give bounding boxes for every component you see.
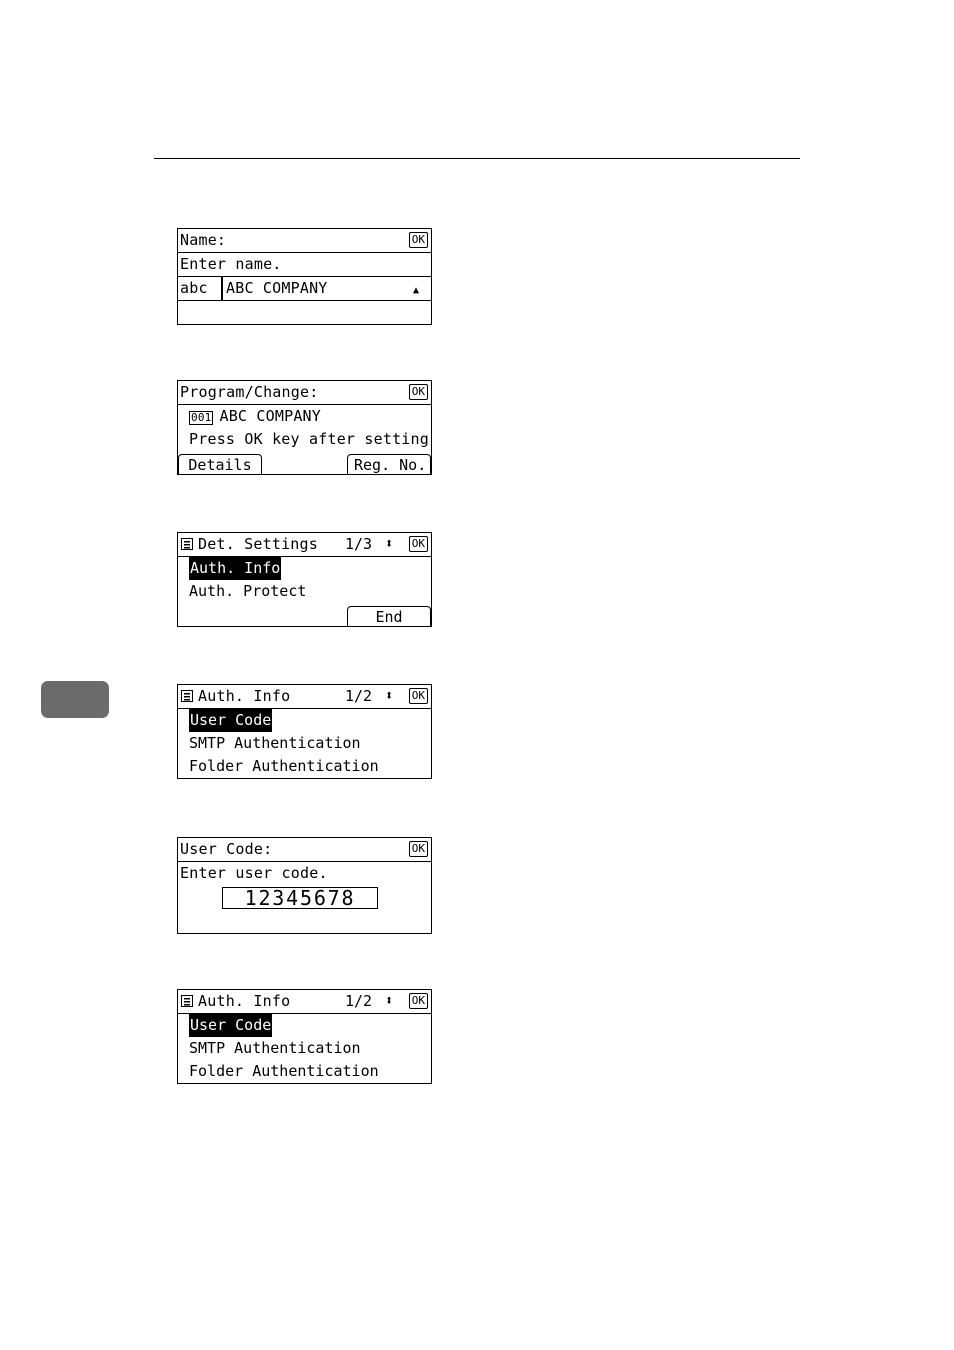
chapter-tab: [41, 681, 109, 718]
screen-title: Program/Change:: [180, 383, 319, 401]
menu-item-label: SMTP Authentication: [189, 734, 361, 752]
menu-item-user-code[interactable]: [178, 709, 431, 732]
softkey-row: [178, 451, 431, 474]
ok-key[interactable]: OK: [409, 232, 428, 248]
empty-row: [178, 301, 431, 324]
end-softkey[interactable]: End: [347, 606, 431, 626]
lcd-user-code-screen: [177, 837, 432, 934]
screen-title: Auth. Info: [198, 992, 291, 1010]
empty-row: [178, 911, 431, 933]
title-bar: [178, 838, 431, 862]
document-icon: [181, 995, 193, 1007]
lcd-auth-info-screen-2: [177, 989, 432, 1084]
input-row: [178, 277, 431, 301]
lcd-name-screen: [177, 228, 432, 325]
entry-name: ABC COMPANY: [219, 407, 322, 425]
menu-item-smtp-auth[interactable]: [178, 732, 431, 755]
prompt-row: [178, 253, 431, 277]
screen-title: User Code:: [180, 840, 273, 858]
screen-title: Det. Settings: [198, 535, 318, 553]
document-icon: [181, 538, 193, 550]
code-row: [178, 885, 431, 911]
lcd-auth-info-screen: [177, 684, 432, 779]
menu-item-user-code[interactable]: [178, 1014, 431, 1037]
up-down-arrow-icon[interactable]: ⬍: [385, 688, 394, 704]
cursor-arrow-icon: ▲: [412, 285, 419, 296]
menu-item-auth-info[interactable]: [178, 557, 431, 580]
menu-item-label: SMTP Authentication: [189, 1039, 361, 1057]
screen-title: Auth. Info: [198, 687, 291, 705]
title-bar: [178, 381, 431, 405]
input-mode[interactable]: abc: [180, 279, 208, 297]
page-indicator: 1/3: [345, 535, 373, 553]
screen-title: Name:: [180, 231, 227, 249]
message-row: [178, 428, 431, 451]
prompt-text: Enter user code.: [180, 864, 328, 882]
document-icon: [181, 690, 193, 702]
ok-key[interactable]: OK: [409, 536, 428, 552]
title-bar: [178, 685, 431, 709]
registration-number: 001: [191, 411, 212, 424]
prompt-text: Enter name.: [180, 255, 282, 273]
up-down-arrow-icon[interactable]: ⬍: [385, 536, 394, 552]
header-rule: [154, 158, 800, 159]
title-bar: [178, 229, 431, 253]
name-input[interactable]: ABC COMPANY: [226, 279, 328, 297]
entry-wrap: [189, 405, 321, 428]
title-bar: [178, 990, 431, 1014]
menu-item-label: Folder Authentication: [189, 1062, 379, 1080]
softkey-row: [178, 603, 431, 626]
ok-key[interactable]: OK: [409, 384, 428, 400]
user-code-input[interactable]: 12345678: [222, 887, 378, 909]
menu-item-label: User Code: [189, 709, 272, 732]
page-indicator: 1/2: [345, 687, 373, 705]
up-down-arrow-icon[interactable]: ⬍: [385, 993, 394, 1009]
menu-item-folder-auth[interactable]: [178, 755, 431, 778]
reg-no-softkey[interactable]: Reg. No.: [347, 454, 431, 474]
menu-item-label: Auth. Protect: [189, 582, 307, 600]
ok-key[interactable]: OK: [409, 993, 428, 1009]
menu-item-auth-protect[interactable]: [178, 580, 431, 603]
menu-item-smtp-auth[interactable]: [178, 1037, 431, 1060]
prompt-row: [178, 862, 431, 885]
menu-item-folder-auth[interactable]: [178, 1060, 431, 1083]
ok-key[interactable]: OK: [409, 688, 428, 704]
menu-item-label: User Code: [189, 1014, 272, 1037]
lcd-program-screen: [177, 380, 432, 475]
menu-item-label: Folder Authentication: [189, 757, 379, 775]
menu-item-label: Auth. Info: [189, 557, 281, 580]
ok-key[interactable]: OK: [409, 841, 428, 857]
details-softkey[interactable]: Details: [178, 454, 262, 474]
lcd-details-screen: [177, 532, 432, 627]
instruction-text: Press OK key after setting: [189, 430, 429, 448]
entry-row[interactable]: [178, 405, 431, 428]
divider: [221, 277, 223, 300]
title-bar: [178, 533, 431, 557]
page-indicator: 1/2: [345, 992, 373, 1010]
